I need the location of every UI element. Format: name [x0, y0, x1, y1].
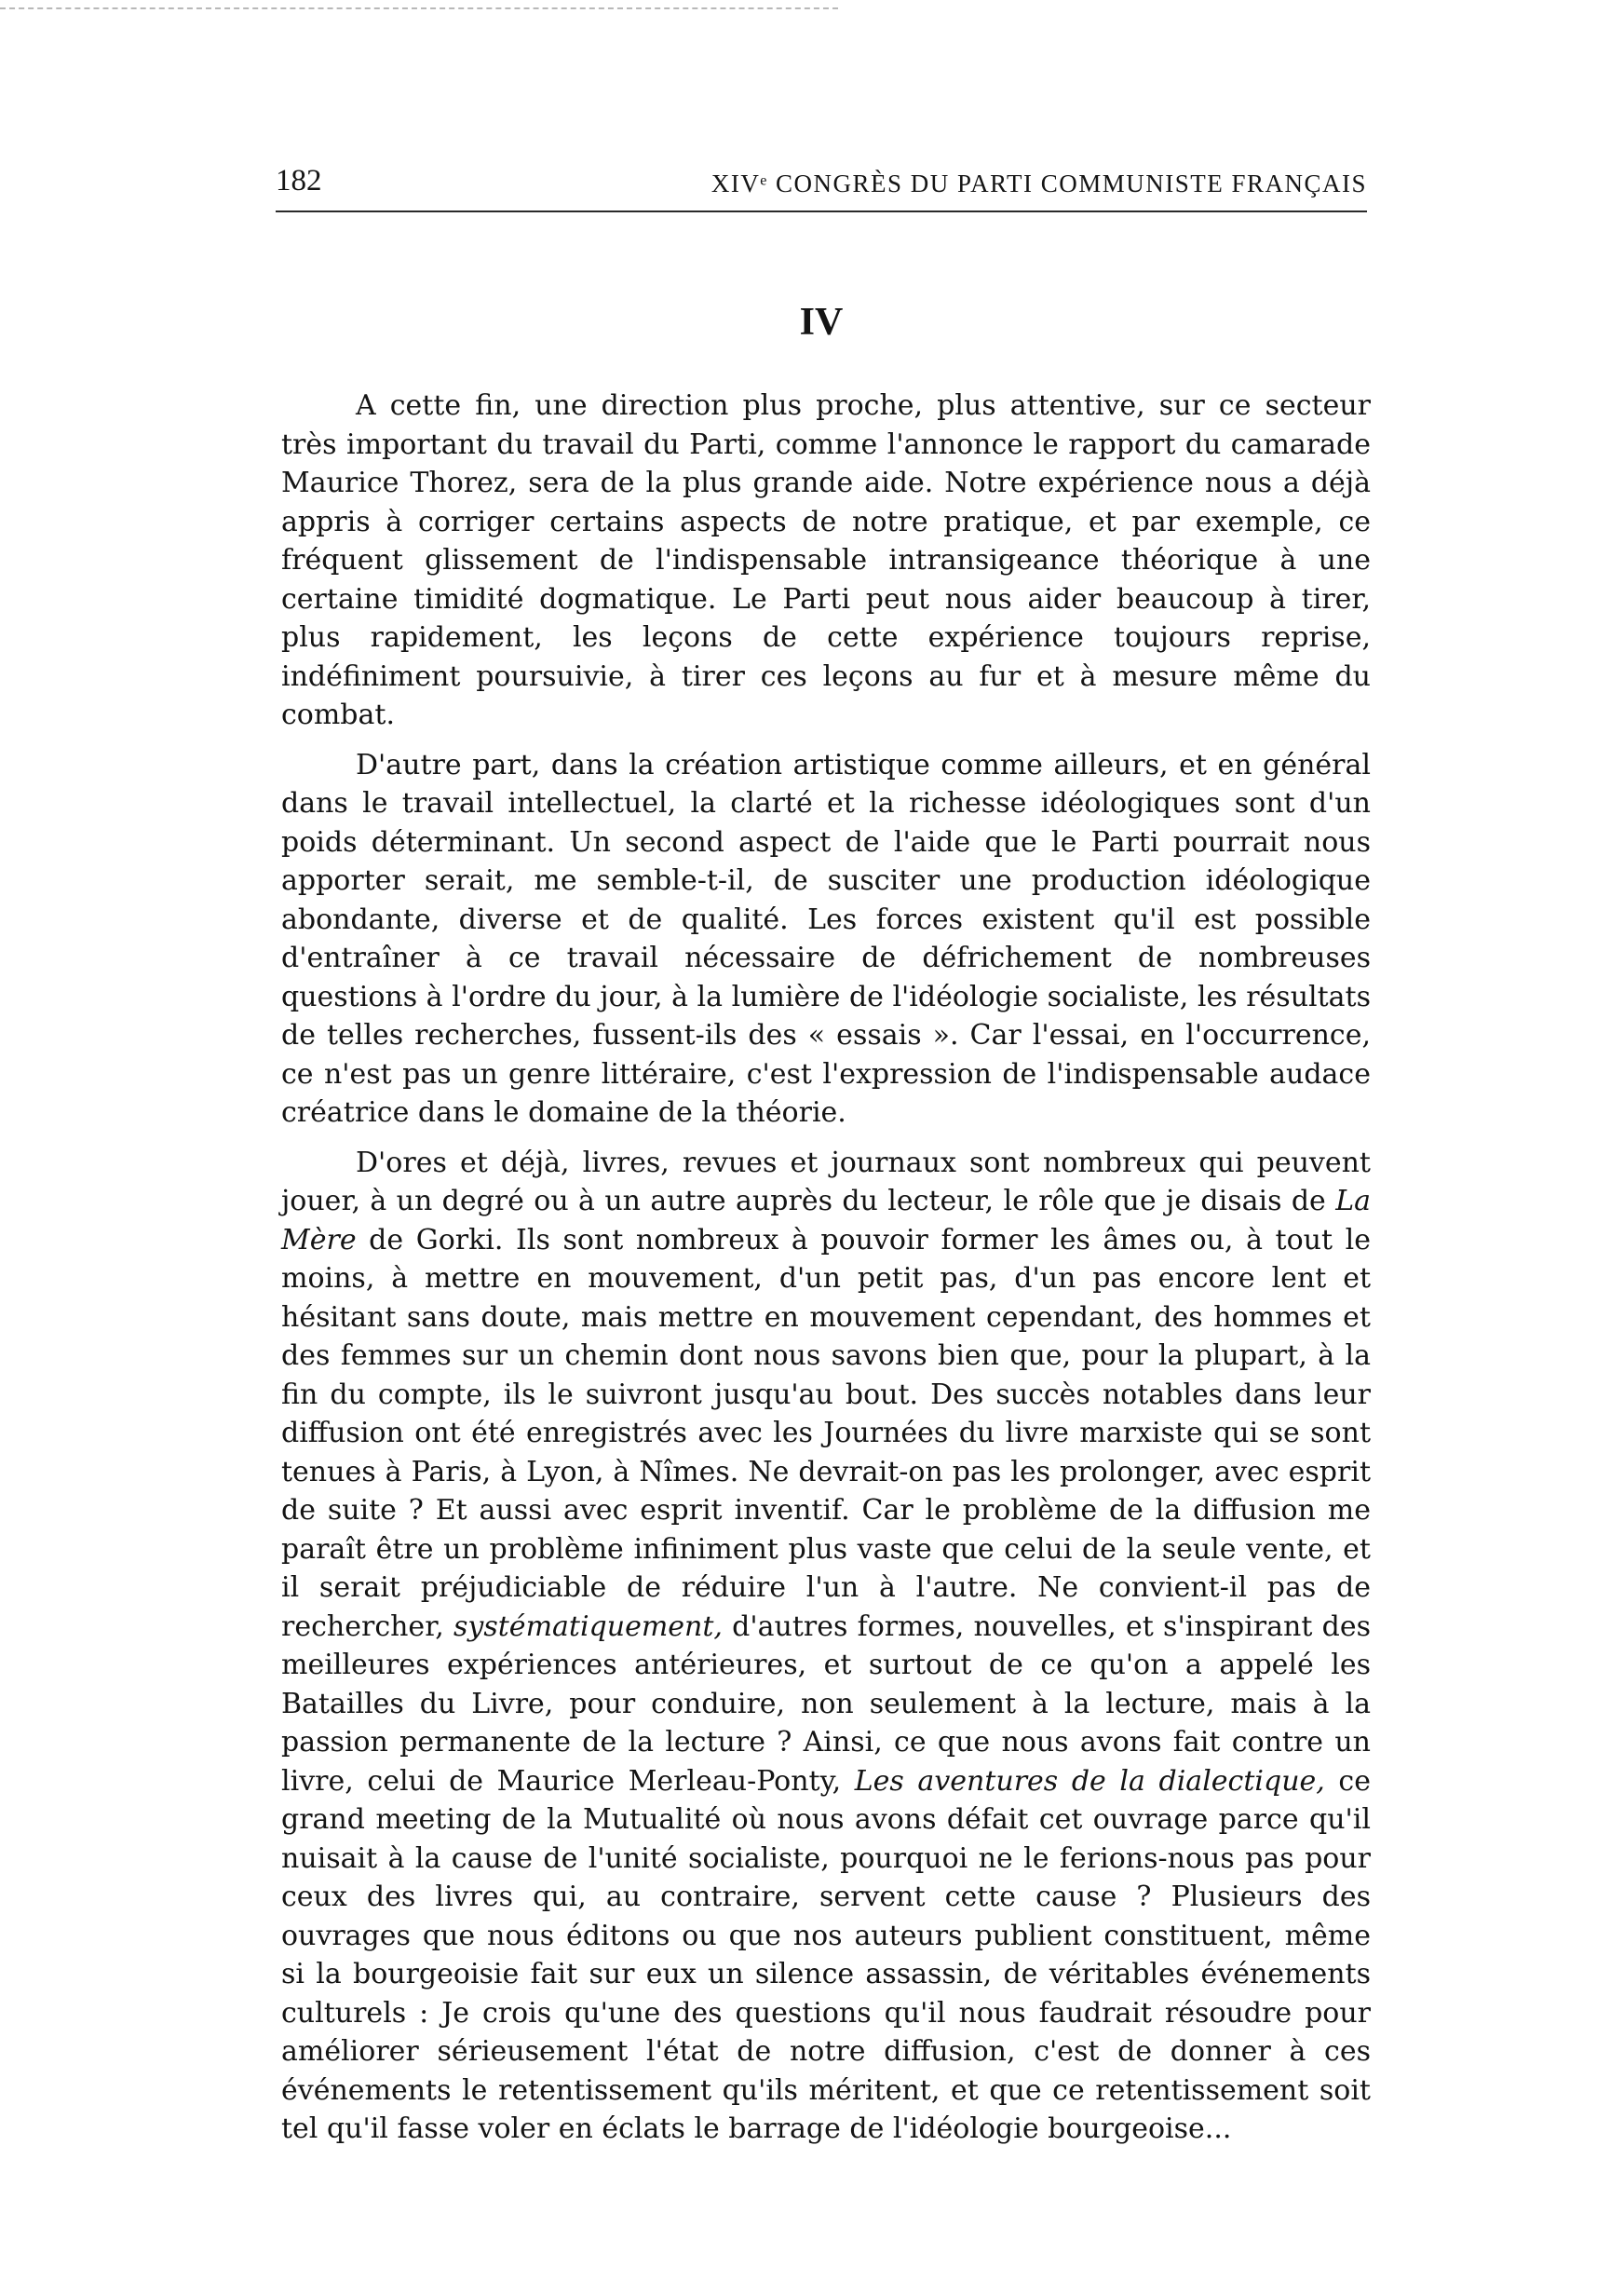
book-title-la-mere: La Mère	[281, 1185, 1371, 1256]
paragraph-1: A cette fin, une direction plus proche, plus attentive, sur ce secteur très important du travail du Parti, comme l'annonce le rapport du camarade Maurice Thorez, sera de la plus grande aide. Notre expérience nous a déjà appris à corriger certains aspects de notre pratique, et par exemple, ce fréquent glissement de l'indispensable intransigeance théorique à une certaine timidité dogmatique. Le Parti peut nous aider beaucoup à tirer, plus rapidement, les leçons de cette expérience toujours reprise, indéfiniment poursuivie, à tirer ces leçons au fur et à mesure même du combat.	[281, 389, 1371, 731]
running-header	[276, 164, 1367, 212]
body-text	[281, 387, 1371, 2160]
paragraph-3-part-b: de Gorki. Ils sont nombreux à pouvoir former les âmes ou, à tout le moins, à mettre en mouvement, d'un petit pas, d'un pas encore lent et hésitant sans doute, mais mettre en mouvement cependant, des hommes et des femmes sur un chemin dont nous savons bien que, pour la plupart, à la fin du compte, ils le suivront jusqu'au bout. Des succès notables dans leur diffusion ont été enregistrés avec les Journées du livre marxiste qui se sont tenues à Paris, à Lyon, à Nîmes. Ne devrait-on pas les prolonger, avec esprit de suite ? Et aussi avec esprit inventif. Car le problème de la diffusion me paraît être un problème infiniment plus vaste que celui de la seule vente, et il serait préjudiciable de réduire l'un à l'autre. Ne convient-il pas de rechercher,	[281, 1223, 1371, 1643]
running-title: XIVᵉ CONGRÈS DU PARTI COMMUNISTE FRANÇAIS	[710, 170, 1367, 197]
paragraph-3-part-a: D'ores et déjà, livres, revues et journaux sont nombreux qui peuvent jouer, à un degré ou à un autre auprès du lecteur, le rôle que je disais de	[281, 1146, 1371, 1217]
section-heading: IV	[799, 301, 844, 344]
scan-edge-artifact	[0, 7, 838, 9]
paragraph-3-part-d: ce grand meeting de la Mutualité où nous avons défait cet ouvrage parce qu'il nuisait à la cause de l'unité socialiste, pourquoi ne le ferions-nous pas pour ceux des livres qui, au contraire, servent cette cause ? Plusieurs des ouvrages que nous éditons ou que nos auteurs publient constituent, même si la bourgeoisie fait sur eux un silence assassin, de véritables événements culturels : Je crois qu'une des questions qu'il nous faudrait résoudre pour améliorer sérieusement l'état de notre diffusion, c'est de donner à ces événements le retentissement qu'ils méritent, et que ce retentissement soit tel qu'il fasse voler en éclats le barrage de l'idéologie bourgeoise...	[281, 1764, 1371, 2145]
page-number: 182	[276, 164, 322, 197]
paragraph-3-part-c: d'autres formes, nouvelles, et s'inspirant des meilleures expériences antérieures, et surtout de ce qu'on a appelé les Batailles du Livre, pour conduire, non seulement à la lecture, mais à la passion permanente de la lecture ? Ainsi, ce que nous avons fait contre un livre, celui de Maurice Merleau-Ponty,	[281, 1609, 1371, 1798]
paragraph-3	[281, 1144, 1371, 2149]
book-title-aventures-dialectique: Les aventures de la dialectique,	[854, 1764, 1325, 1798]
emphasis-systematiquement: systématiquement,	[453, 1609, 723, 1643]
paragraph-2: D'autre part, dans la création artistique comme ailleurs, et en général dans le travail intellectuel, la clarté et la richesse idéologiques sont d'un poids déterminant. Un second aspect de l'aide que le Parti pourrait nous apporter serait, me semble-t-il, de susciter une production idéologique abondante, diverse et de qualité. Les forces existent qu'il est possible d'entraîner à ce travail nécessaire de défrichement de nombreuses questions à l'ordre du jour, à la lumière de l'idéologie socialiste, les résultats de telles recherches, fussent-ils des « essais ». Car l'essai, en l'occurrence, ce n'est pas un genre littéraire, c'est l'expression de l'indispensable audace créatrice dans le domaine de la théorie.	[281, 748, 1371, 1129]
